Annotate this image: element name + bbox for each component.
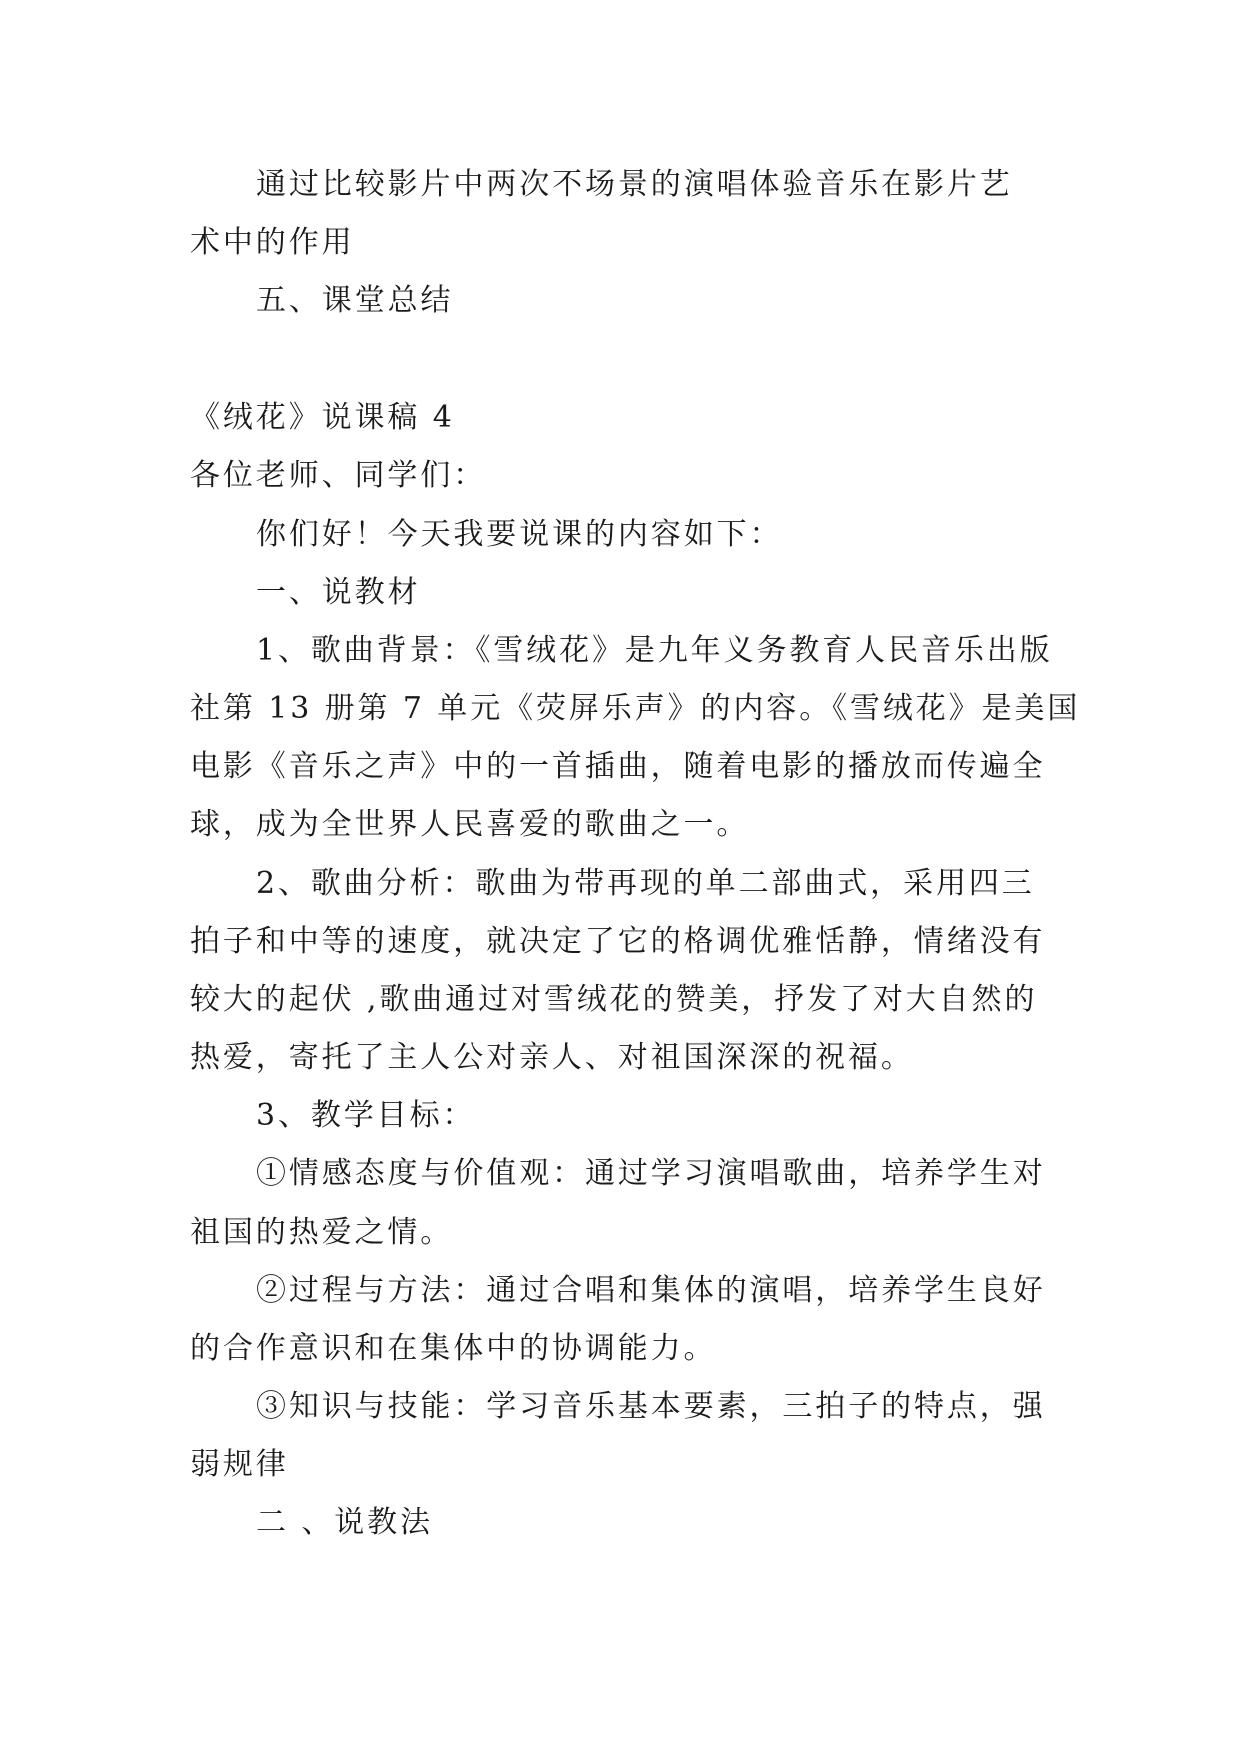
paragraph-line: 的合作意识和在集体中的协调能力。 xyxy=(190,1331,717,1366)
paragraph-line: 热爱，寄托了主人公对亲人、对祖国深深的祝福。 xyxy=(190,1040,914,1075)
paragraph-line: 电影《音乐之声》中的一首插曲，随着电影的播放而传遍全 xyxy=(190,749,1046,784)
paragraph-line: 你们好！今天我要说课的内容如下： xyxy=(256,517,783,552)
paragraph-line: 1、歌曲背景：《雪绒花》是九年义务教育人民音乐出版 xyxy=(256,633,1053,668)
document-title: 《绒花》说课稿 4 xyxy=(190,400,455,435)
section-heading: 一、说教材 xyxy=(256,575,421,610)
paragraph-line: 祖国的热爱之情。 xyxy=(190,1215,454,1250)
paragraph-line: 术中的作用 xyxy=(190,225,355,260)
section-heading: 二 、说教法 xyxy=(256,1505,433,1540)
salutation: 各位老师、同学们： xyxy=(190,458,487,493)
paragraph-line: 拍子和中等的速度，就决定了它的格调优雅恬静，情绪没有 xyxy=(190,924,1046,959)
paragraph-line: ①情感态度与价值观：通过学习演唱歌曲，培养学生对 xyxy=(256,1156,1046,1191)
paragraph-line: 2、歌曲分析：歌曲为带再现的单二部曲式，采用四三 xyxy=(256,866,1035,901)
paragraph-line: ③知识与技能：学习音乐基本要素，三拍子的特点，强 xyxy=(256,1389,1046,1424)
paragraph-line: 弱规律 xyxy=(190,1447,289,1482)
paragraph-line: 通过比较影片中两次不场景的演唱体验音乐在影片艺 xyxy=(256,167,1013,202)
section-heading: 五、课堂总结 xyxy=(256,283,454,318)
paragraph-line: 较大的起伏 ,歌曲通过对雪绒花的赞美，抒发了对大自然的 xyxy=(190,982,1038,1017)
subsection-heading: 3、教学目标： xyxy=(256,1098,476,1133)
paragraph-line: 社第 13 册第 7 单元《荧屏乐声》的内容。《雪绒花》是美国 xyxy=(190,691,1081,726)
paragraph-line: 球，成为全世界人民喜爱的歌曲之一。 xyxy=(190,807,750,842)
paragraph-line: ②过程与方法：通过合唱和集体的演唱，培养学生良好 xyxy=(256,1273,1046,1308)
